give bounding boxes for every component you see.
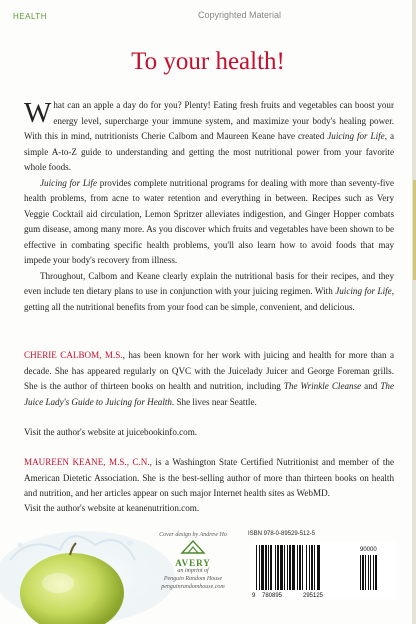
barcode-bar (289, 545, 291, 590)
cover-design-credit: Cover design by Andrew Ho (159, 532, 227, 538)
author-2-name: MAUREEN KEANE, M.S., C.N. (24, 457, 150, 467)
author-1-name: CHERIE CALBOM, M.S. (24, 350, 123, 360)
imprint-line-2: Penguin Random House (163, 576, 223, 582)
author-2-website: Visit the author's website at keanenutrition.com. (24, 503, 200, 513)
author-2-bio (24, 455, 394, 502)
barcode-bar (259, 545, 260, 590)
cover-edge (412, 0, 416, 624)
publisher-block (148, 531, 238, 591)
barcode-bar (373, 555, 374, 590)
barcode-bar (375, 555, 377, 590)
barcode-bar (314, 545, 315, 590)
barcode-bar (287, 545, 288, 590)
barcode-bar (302, 545, 303, 590)
isbn-text: ISBN 978-0-89529-512-5 (248, 531, 316, 537)
price-code: 90000 (360, 547, 377, 553)
barcode-number-right: 295125 (303, 593, 324, 599)
barcode-number-mid: 780895 (262, 593, 283, 599)
barcode-bar (360, 555, 361, 590)
barcode-bar (365, 555, 366, 590)
intro-paragraph-3: Throughout, Calbom and Keane clearly explain the nutritional basis for their recipes, and they even include ten dietary plans to use in conjunction with your juicing regimen. With Juicing for Life, getting all the nutritional benefits from your food can be simple, convenient, and delicious. (24, 270, 394, 312)
intro-text (24, 98, 394, 315)
book-title: Juicing for Life (40, 177, 97, 188)
barcode-bar (275, 545, 276, 590)
copyright-watermark: Copyrighted Material (198, 10, 282, 20)
barcode-bar (311, 545, 313, 590)
drop-cap: W (24, 97, 52, 129)
barcode-bar (265, 545, 267, 590)
barcode-icon (248, 531, 398, 601)
imprint-line-1: an imprint of (177, 568, 209, 574)
book-title: Juicing for Life (335, 286, 392, 296)
barcode-bar (280, 545, 283, 590)
barcode-bar (309, 545, 310, 590)
category-label: HEALTH (13, 12, 47, 21)
barcode-bar (362, 555, 364, 590)
headline: To your health! (131, 48, 285, 75)
barcode-bar (306, 545, 307, 590)
barcode-bar (299, 545, 301, 590)
barcode-bar (368, 555, 369, 590)
barcode-bar (268, 545, 269, 590)
author-2-paragraph: MAUREEN KEANE, M.S., C.N., is a Washington State Certified Nutritionist and member of the American Dietetic Association. She is the best-selling author of more than thirteen books on health and nutrition, and her articles appear on such major Internet health sites as WebMD. (24, 457, 394, 498)
barcode-number-left: 9 (252, 593, 256, 599)
author-1-bio (24, 348, 394, 410)
publisher-name: AVERY (175, 558, 211, 568)
barcode-bar (292, 545, 295, 590)
publisher-site: penguinrandomhouse.com (161, 584, 225, 590)
barcode-bar (270, 545, 272, 590)
barcode-bar (284, 545, 285, 590)
book-title: Juicing for Life (327, 131, 385, 141)
barcode-bar (261, 545, 264, 590)
barcode-block (248, 531, 398, 601)
barcode-bar (297, 545, 298, 590)
author-1-paragraph: CHERIE CALBOM, M.S., has been known for her work with juicing and health for more than a decade. She has appeared regularly on QVC with the Juicelady Juicer and George Foreman grills. She is the author of thirteen books on health and nutrition, including The Wrinkle Cleanse and The Juice Lady's Guide to Juicing for Health. She lives near Seattle. (24, 350, 394, 407)
barcode-bar (370, 555, 371, 590)
avery-logo-icon (180, 539, 206, 558)
intro-paragraph-1: What can an apple a day do for you? Plenty! Eating fresh fruits and vegetables can boost your energy level, supercharge your immune system, and maximize your body's healing power. With this in mind, nutritionists Cherie Calbom and Maureen Keane have created Juicing for Life, a simple A-to-Z guide to understanding and getting the most nutritional power from your favorite whole foods. (24, 97, 394, 172)
barcode-bar (317, 545, 320, 590)
barcode-bar (277, 545, 279, 590)
barcode-bar (256, 545, 257, 590)
author-1-website: Visit the author's website at juicebookinfo.com. (24, 427, 198, 437)
intro-paragraph-2: Juicing for Life provides complete nutritional programs for dealing with more than seventy-five health problems, from acne to water retention and everything in between. Recipes such as Very Veggie Cocktail aid circulation, Lemon Spritzer alleviates indigestion, and Ginger Hopper combats gum disease, among many more. As you discover which fruits and vegetables have been shown to be effective in combating specific health problems, you'll also learn how to avoid foods that may impede your body's recovery from illness. (24, 177, 395, 265)
